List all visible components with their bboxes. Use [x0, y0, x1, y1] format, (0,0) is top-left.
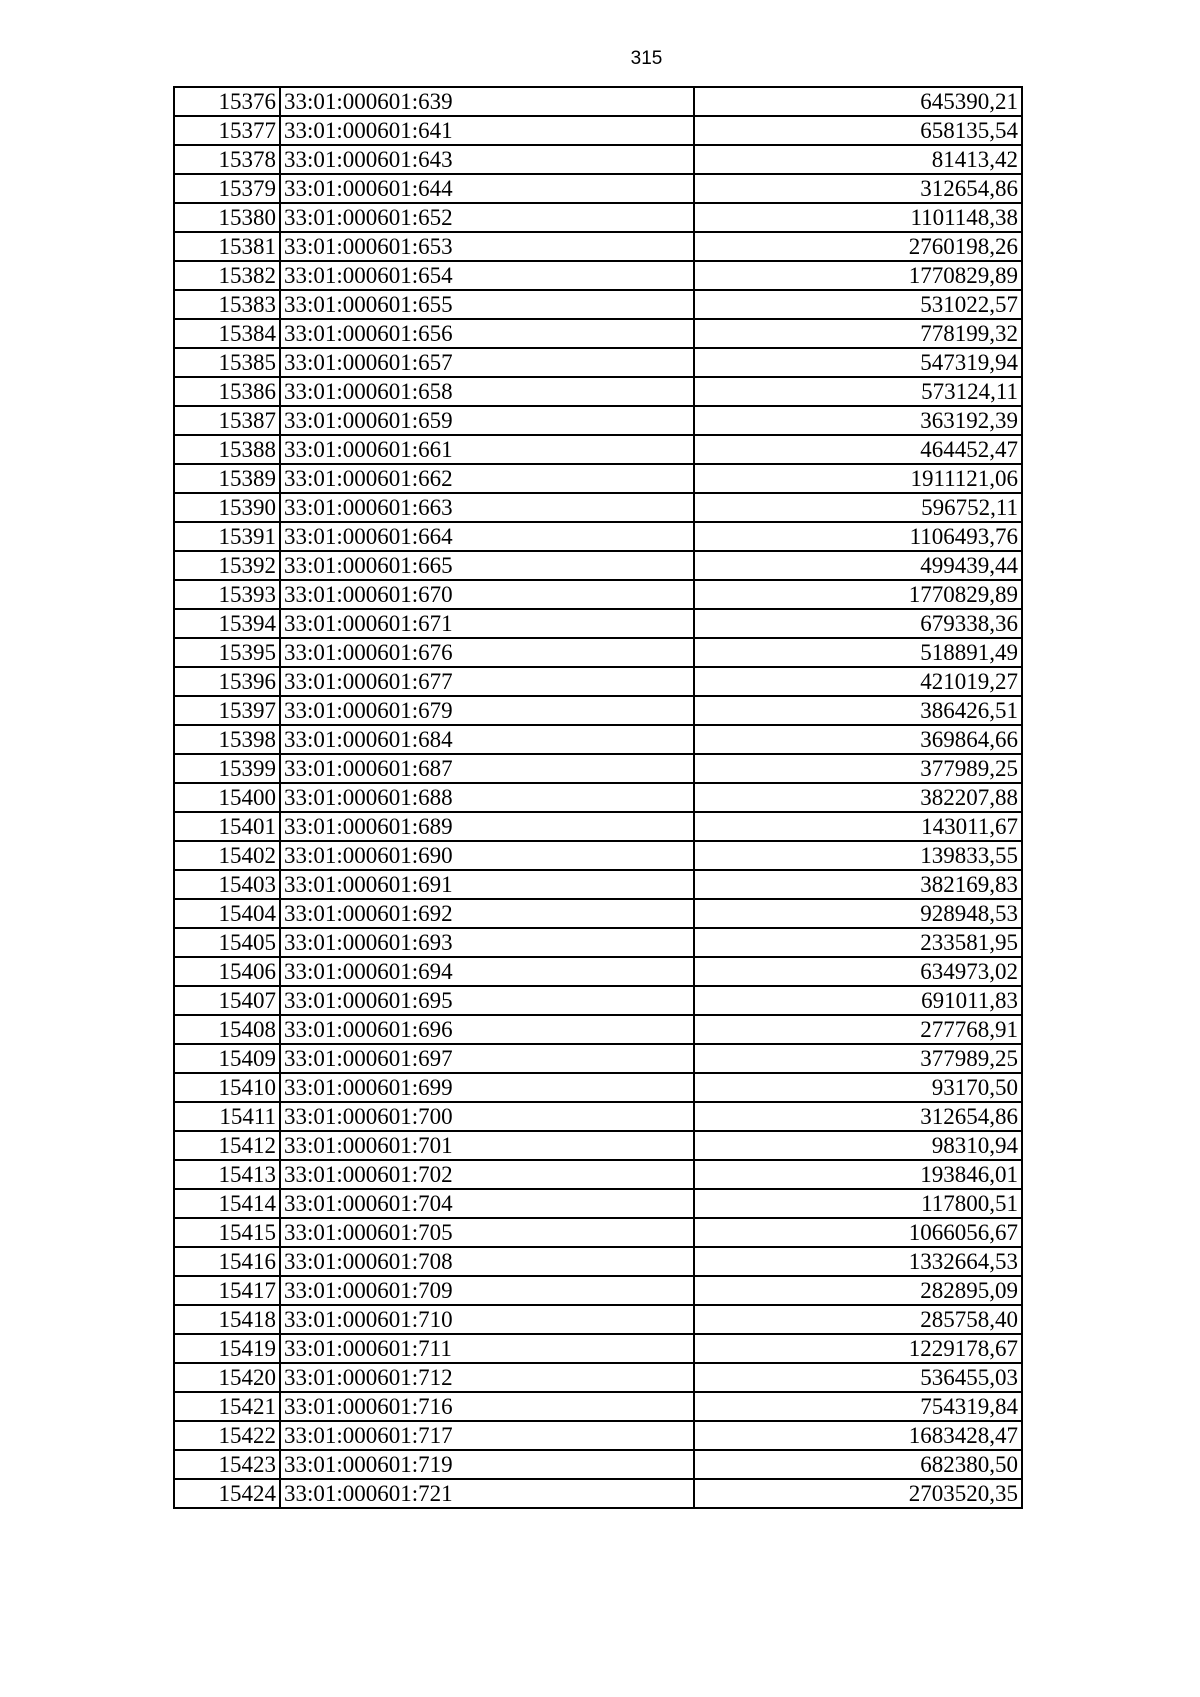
row-number-cell: 15409	[174, 1044, 280, 1073]
table-row	[174, 986, 1022, 1015]
cadastral-number-cell: 33:01:000601:671	[280, 609, 694, 638]
row-number-cell: 15398	[174, 725, 280, 754]
cadastral-number-cell: 33:01:000601:690	[280, 841, 694, 870]
row-number-cell: 15380	[174, 203, 280, 232]
table-row	[174, 1392, 1022, 1421]
cadastral-number-cell: 33:01:000601:711	[280, 1334, 694, 1363]
row-number-cell: 15390	[174, 493, 280, 522]
cadastral-value-cell: 1066056,67	[694, 1218, 1022, 1247]
row-number-cell: 15407	[174, 986, 280, 1015]
cadastral-value-cell: 2760198,26	[694, 232, 1022, 261]
cadastral-value-cell: 377989,25	[694, 754, 1022, 783]
row-number-cell: 15388	[174, 435, 280, 464]
table-row	[174, 957, 1022, 986]
table-row	[174, 1450, 1022, 1479]
row-number-cell: 15405	[174, 928, 280, 957]
cadastral-value-cell: 645390,21	[694, 87, 1022, 116]
cadastral-value-cell: 98310,94	[694, 1131, 1022, 1160]
cadastral-value-cell: 679338,36	[694, 609, 1022, 638]
cadastral-value-cell: 233581,95	[694, 928, 1022, 957]
table-row	[174, 1276, 1022, 1305]
cadastral-number-cell: 33:01:000601:639	[280, 87, 694, 116]
table-row	[174, 261, 1022, 290]
cadastral-value-cell: 312654,86	[694, 174, 1022, 203]
row-number-cell: 15419	[174, 1334, 280, 1363]
row-number-cell: 15410	[174, 1073, 280, 1102]
row-number-cell: 15377	[174, 116, 280, 145]
table-row	[174, 638, 1022, 667]
cadastral-number-cell: 33:01:000601:710	[280, 1305, 694, 1334]
cadastral-number-cell: 33:01:000601:704	[280, 1189, 694, 1218]
table-row	[174, 1305, 1022, 1334]
row-number-cell: 15379	[174, 174, 280, 203]
table-row	[174, 1363, 1022, 1392]
table-row	[174, 580, 1022, 609]
row-number-cell: 15397	[174, 696, 280, 725]
cadastral-value-cell: 518891,49	[694, 638, 1022, 667]
row-number-cell: 15394	[174, 609, 280, 638]
cadastral-value-cell: 277768,91	[694, 1015, 1022, 1044]
cadastral-number-cell: 33:01:000601:665	[280, 551, 694, 580]
table-row	[174, 203, 1022, 232]
row-number-cell: 15423	[174, 1450, 280, 1479]
row-number-cell: 15392	[174, 551, 280, 580]
cadastral-value-cell: 1683428,47	[694, 1421, 1022, 1450]
cadastral-number-cell: 33:01:000601:694	[280, 957, 694, 986]
cadastral-number-cell: 33:01:000601:712	[280, 1363, 694, 1392]
table-row	[174, 870, 1022, 899]
row-number-cell: 15413	[174, 1160, 280, 1189]
table-row	[174, 783, 1022, 812]
row-number-cell: 15382	[174, 261, 280, 290]
cadastral-value-cell: 285758,40	[694, 1305, 1022, 1334]
table-row	[174, 1334, 1022, 1363]
cadastral-number-cell: 33:01:000601:655	[280, 290, 694, 319]
row-number-cell: 15391	[174, 522, 280, 551]
cadastral-value-cell: 1101148,38	[694, 203, 1022, 232]
cadastral-number-cell: 33:01:000601:664	[280, 522, 694, 551]
cadastral-number-cell: 33:01:000601:641	[280, 116, 694, 145]
cadastral-value-cell: 499439,44	[694, 551, 1022, 580]
table-row	[174, 1421, 1022, 1450]
cadastral-value-cell: 2703520,35	[694, 1479, 1022, 1508]
table-row	[174, 174, 1022, 203]
cadastral-number-cell: 33:01:000601:716	[280, 1392, 694, 1421]
row-number-cell: 15411	[174, 1102, 280, 1131]
cadastral-number-cell: 33:01:000601:670	[280, 580, 694, 609]
cadastral-value-cell: 363192,39	[694, 406, 1022, 435]
cadastral-number-cell: 33:01:000601:659	[280, 406, 694, 435]
row-number-cell: 15396	[174, 667, 280, 696]
cadastral-value-cell: 531022,57	[694, 290, 1022, 319]
cadastral-number-cell: 33:01:000601:709	[280, 1276, 694, 1305]
table-row	[174, 522, 1022, 551]
cadastral-number-cell: 33:01:000601:699	[280, 1073, 694, 1102]
cadastral-value-cell: 1770829,89	[694, 261, 1022, 290]
row-number-cell: 15378	[174, 145, 280, 174]
row-number-cell: 15422	[174, 1421, 280, 1450]
table-body	[174, 87, 1022, 1508]
row-number-cell: 15416	[174, 1247, 280, 1276]
row-number-cell: 15418	[174, 1305, 280, 1334]
cadastral-value-cell: 282895,09	[694, 1276, 1022, 1305]
cadastral-value-cell: 1106493,76	[694, 522, 1022, 551]
cadastral-value-cell: 377989,25	[694, 1044, 1022, 1073]
table-row	[174, 290, 1022, 319]
cadastral-value-cell: 682380,50	[694, 1450, 1022, 1479]
cadastral-number-cell: 33:01:000601:697	[280, 1044, 694, 1073]
row-number-cell: 15424	[174, 1479, 280, 1508]
row-number-cell: 15404	[174, 899, 280, 928]
table-row	[174, 1131, 1022, 1160]
cadastral-number-cell: 33:01:000601:721	[280, 1479, 694, 1508]
cadastral-number-cell: 33:01:000601:652	[280, 203, 694, 232]
table-row	[174, 406, 1022, 435]
cadastral-number-cell: 33:01:000601:687	[280, 754, 694, 783]
cadastral-number-cell: 33:01:000601:653	[280, 232, 694, 261]
cadastral-number-cell: 33:01:000601:679	[280, 696, 694, 725]
row-number-cell: 15381	[174, 232, 280, 261]
row-number-cell: 15386	[174, 377, 280, 406]
cadastral-number-cell: 33:01:000601:657	[280, 348, 694, 377]
table-row	[174, 725, 1022, 754]
row-number-cell: 15384	[174, 319, 280, 348]
cadastral-value-cell: 464452,47	[694, 435, 1022, 464]
row-number-cell: 15401	[174, 812, 280, 841]
table-row	[174, 1218, 1022, 1247]
cadastral-number-cell: 33:01:000601:658	[280, 377, 694, 406]
table-row	[174, 551, 1022, 580]
table-row	[174, 1044, 1022, 1073]
cadastral-number-cell: 33:01:000601:656	[280, 319, 694, 348]
row-number-cell: 15395	[174, 638, 280, 667]
cadastral-number-cell: 33:01:000601:677	[280, 667, 694, 696]
table-row	[174, 1479, 1022, 1508]
table-row	[174, 696, 1022, 725]
cadastral-value-cell: 81413,42	[694, 145, 1022, 174]
cadastral-value-cell: 596752,11	[694, 493, 1022, 522]
cadastral-value-cell: 778199,32	[694, 319, 1022, 348]
cadastral-number-cell: 33:01:000601:662	[280, 464, 694, 493]
cadastral-number-cell: 33:01:000601:701	[280, 1131, 694, 1160]
cadastral-value-cell: 382169,83	[694, 870, 1022, 899]
row-number-cell: 15420	[174, 1363, 280, 1392]
table-row	[174, 319, 1022, 348]
cadastral-number-cell: 33:01:000601:684	[280, 725, 694, 754]
row-number-cell: 15402	[174, 841, 280, 870]
row-number-cell: 15383	[174, 290, 280, 319]
table-row	[174, 754, 1022, 783]
cadastral-value-cell: 573124,11	[694, 377, 1022, 406]
table-row	[174, 1189, 1022, 1218]
cadastral-number-cell: 33:01:000601:692	[280, 899, 694, 928]
row-number-cell: 15421	[174, 1392, 280, 1421]
cadastral-value-cell: 143011,67	[694, 812, 1022, 841]
row-number-cell: 15400	[174, 783, 280, 812]
row-number-cell: 15385	[174, 348, 280, 377]
cadastral-number-cell: 33:01:000601:663	[280, 493, 694, 522]
cadastral-number-cell: 33:01:000601:654	[280, 261, 694, 290]
cadastral-value-cell: 547319,94	[694, 348, 1022, 377]
cadastral-value-cell: 386426,51	[694, 696, 1022, 725]
cadastral-number-cell: 33:01:000601:696	[280, 1015, 694, 1044]
cadastral-value-cell: 117800,51	[694, 1189, 1022, 1218]
cadastral-value-cell: 312654,86	[694, 1102, 1022, 1131]
cadastral-value-cell: 369864,66	[694, 725, 1022, 754]
cadastral-value-cell: 93170,50	[694, 1073, 1022, 1102]
table-row	[174, 377, 1022, 406]
table-row	[174, 1247, 1022, 1276]
cadastral-number-cell: 33:01:000601:708	[280, 1247, 694, 1276]
cadastral-value-cell: 1229178,67	[694, 1334, 1022, 1363]
cadastral-value-cell: 1770829,89	[694, 580, 1022, 609]
cadastral-number-cell: 33:01:000601:691	[280, 870, 694, 899]
table-row	[174, 899, 1022, 928]
cadastral-value-cell: 691011,83	[694, 986, 1022, 1015]
table-row	[174, 667, 1022, 696]
cadastral-value-cell: 421019,27	[694, 667, 1022, 696]
cadastral-value-cell: 754319,84	[694, 1392, 1022, 1421]
cadastral-value-cell: 1911121,06	[694, 464, 1022, 493]
row-number-cell: 15406	[174, 957, 280, 986]
cadastral-number-cell: 33:01:000601:644	[280, 174, 694, 203]
table-row	[174, 609, 1022, 638]
page-number: 315	[630, 48, 663, 69]
table-row	[174, 812, 1022, 841]
table-row	[174, 145, 1022, 174]
cadastral-value-cell: 382207,88	[694, 783, 1022, 812]
row-number-cell: 15415	[174, 1218, 280, 1247]
table-row	[174, 1102, 1022, 1131]
table-row	[174, 493, 1022, 522]
cadastral-number-cell: 33:01:000601:688	[280, 783, 694, 812]
row-number-cell: 15389	[174, 464, 280, 493]
table-row	[174, 1015, 1022, 1044]
row-number-cell: 15399	[174, 754, 280, 783]
cadastral-value-cell: 928948,53	[694, 899, 1022, 928]
row-number-cell: 15376	[174, 87, 280, 116]
table-row	[174, 1160, 1022, 1189]
row-number-cell: 15403	[174, 870, 280, 899]
cadastral-number-cell: 33:01:000601:695	[280, 986, 694, 1015]
row-number-cell: 15387	[174, 406, 280, 435]
cadastral-number-cell: 33:01:000601:719	[280, 1450, 694, 1479]
cadastral-number-cell: 33:01:000601:676	[280, 638, 694, 667]
cadastral-number-cell: 33:01:000601:702	[280, 1160, 694, 1189]
cadastral-number-cell: 33:01:000601:689	[280, 812, 694, 841]
cadastral-number-cell: 33:01:000601:693	[280, 928, 694, 957]
cadastral-value-cell: 634973,02	[694, 957, 1022, 986]
table-row	[174, 1073, 1022, 1102]
cadastral-value-table	[173, 86, 1023, 1509]
cadastral-number-cell: 33:01:000601:643	[280, 145, 694, 174]
row-number-cell: 15393	[174, 580, 280, 609]
cadastral-value-cell: 1332664,53	[694, 1247, 1022, 1276]
cadastral-value-cell: 658135,54	[694, 116, 1022, 145]
cadastral-value-cell: 193846,01	[694, 1160, 1022, 1189]
table-row	[174, 348, 1022, 377]
row-number-cell: 15412	[174, 1131, 280, 1160]
row-number-cell: 15417	[174, 1276, 280, 1305]
table-row	[174, 435, 1022, 464]
cadastral-value-cell: 139833,55	[694, 841, 1022, 870]
row-number-cell: 15414	[174, 1189, 280, 1218]
table-row	[174, 87, 1022, 116]
cadastral-number-cell: 33:01:000601:661	[280, 435, 694, 464]
cadastral-number-cell: 33:01:000601:700	[280, 1102, 694, 1131]
table-row	[174, 928, 1022, 957]
table-row	[174, 116, 1022, 145]
table-row	[174, 232, 1022, 261]
row-number-cell: 15408	[174, 1015, 280, 1044]
cadastral-number-cell: 33:01:000601:717	[280, 1421, 694, 1450]
table-row	[174, 464, 1022, 493]
table-row	[174, 841, 1022, 870]
cadastral-number-cell: 33:01:000601:705	[280, 1218, 694, 1247]
cadastral-value-cell: 536455,03	[694, 1363, 1022, 1392]
